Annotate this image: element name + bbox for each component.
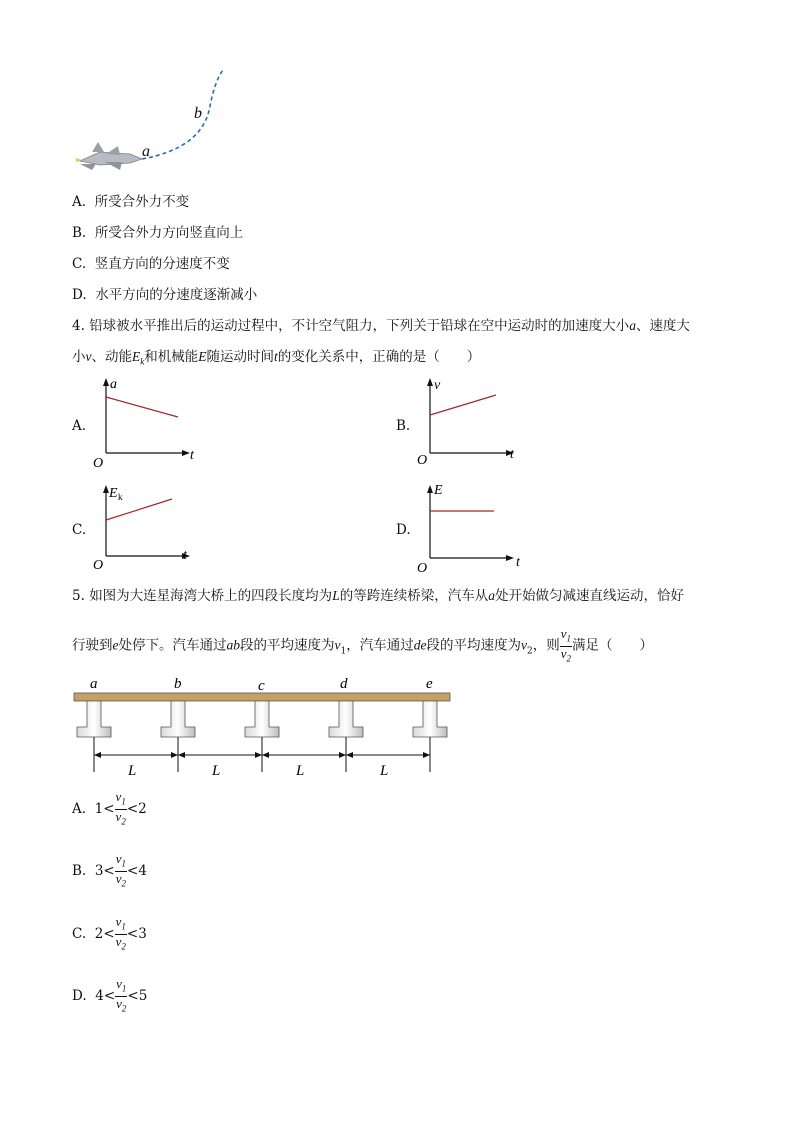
q5-option-c: C. 2< $\frac{v_1}{v_2}$ <3 <box>72 914 147 952</box>
ratio-fraction: $\frac{v_1}{v_2}$ <box>115 914 126 952</box>
axis-x-label: t <box>516 555 520 570</box>
axis-y-label: E <box>109 486 118 501</box>
axis-y-label: a <box>110 377 117 392</box>
q4-stem-line2: 小v、动能$E_k$和机械能E随运动时间t的变化关系中，正确的是（ ） <box>72 349 481 367</box>
axis-x-label: t <box>190 448 194 463</box>
q3-option-c: C. 竖直方向的分速度不变 <box>72 256 230 272</box>
q4-graph-a <box>90 375 210 470</box>
axis-x-label: t <box>183 548 187 563</box>
origin-label: O <box>93 456 104 470</box>
span-label-2: L <box>212 763 221 779</box>
q5-option-d: D. 4< $\frac{v_1}{v_2}$ <5 <box>72 976 148 1014</box>
q5-option-a: A. 1< $\frac{v_1}{v_2}$ <2 <box>72 789 147 827</box>
q4-graph-b-letter: B. <box>396 418 411 434</box>
span-label-4: L <box>380 763 389 779</box>
bridge-label-d: d <box>340 676 348 692</box>
span-label-3: L <box>296 763 305 779</box>
bridge-label-c: c <box>258 678 265 694</box>
trajectory-label-b: b <box>194 105 202 122</box>
q4-graph-c <box>90 480 210 575</box>
q4-graph-d <box>414 480 534 575</box>
q4-graph-b <box>414 375 534 470</box>
bridge-label-e: e <box>426 676 433 692</box>
bridge-label-a: a <box>90 676 98 692</box>
q4-graph-a-letter: A. <box>72 418 87 434</box>
q3-option-b: B. 所受合外力方向竖直向上 <box>72 225 244 241</box>
axis-y-label: E <box>434 483 443 498</box>
q3-option-d: D. 水平方向的分速度逐渐减小 <box>72 287 258 303</box>
bridge-deck <box>74 693 450 701</box>
axis-y-subscript: k <box>118 492 123 502</box>
trajectory-label-a: a <box>142 143 150 160</box>
jet-trajectory-figure <box>70 66 240 181</box>
q4-stem-line1: 4. 铅球被水平推出后的运动过程中，不计空气阻力，下列关于铅球在空中运动时的加速度大小a、速度大 <box>72 318 690 334</box>
bridge-label-b: b <box>174 676 182 692</box>
bridge-figure <box>70 672 460 782</box>
origin-label: O <box>93 558 104 573</box>
ratio-fraction: $\frac{v_1}{v_2}$ <box>115 851 126 889</box>
axis-x-label: t <box>510 447 514 462</box>
bridge-piers <box>77 701 447 737</box>
q3-option-a: A. 所受合外力不变 <box>72 194 190 210</box>
jet-icon <box>76 142 142 170</box>
origin-label: O <box>417 453 428 468</box>
trajectory-path <box>142 70 223 159</box>
origin-label: O <box>417 561 428 575</box>
q5-stem-line1: 5. 如图为大连星海湾大桥上的四段长度均为L的等跨连续桥梁，汽车从a处开始做匀减速直线运动，恰好 <box>72 588 684 604</box>
ratio-fraction: $\frac{v_1}{v_2}$ <box>115 789 126 827</box>
span-label-1: L <box>128 763 137 779</box>
q4-graph-c-letter: C. <box>72 522 87 538</box>
ratio-fraction: $\frac{v_1}{v_2}$ <box>116 976 127 1014</box>
q5-stem-line2: 行驶到e处停下。汽车通过ab段的平均速度为$v_1$，汽车通过de段的平均速度为$v_2$，则 $\frac{v_1}{v_2}$ 满足（ ） <box>72 626 653 664</box>
axis-y-label: v <box>434 378 441 393</box>
q5-option-b: B. 3< $\frac{v_1}{v_2}$ <4 <box>72 851 147 889</box>
ratio-fraction: $\frac{v_1}{v_2}$ <box>560 626 571 664</box>
q4-graph-d-letter: D. <box>396 522 411 538</box>
